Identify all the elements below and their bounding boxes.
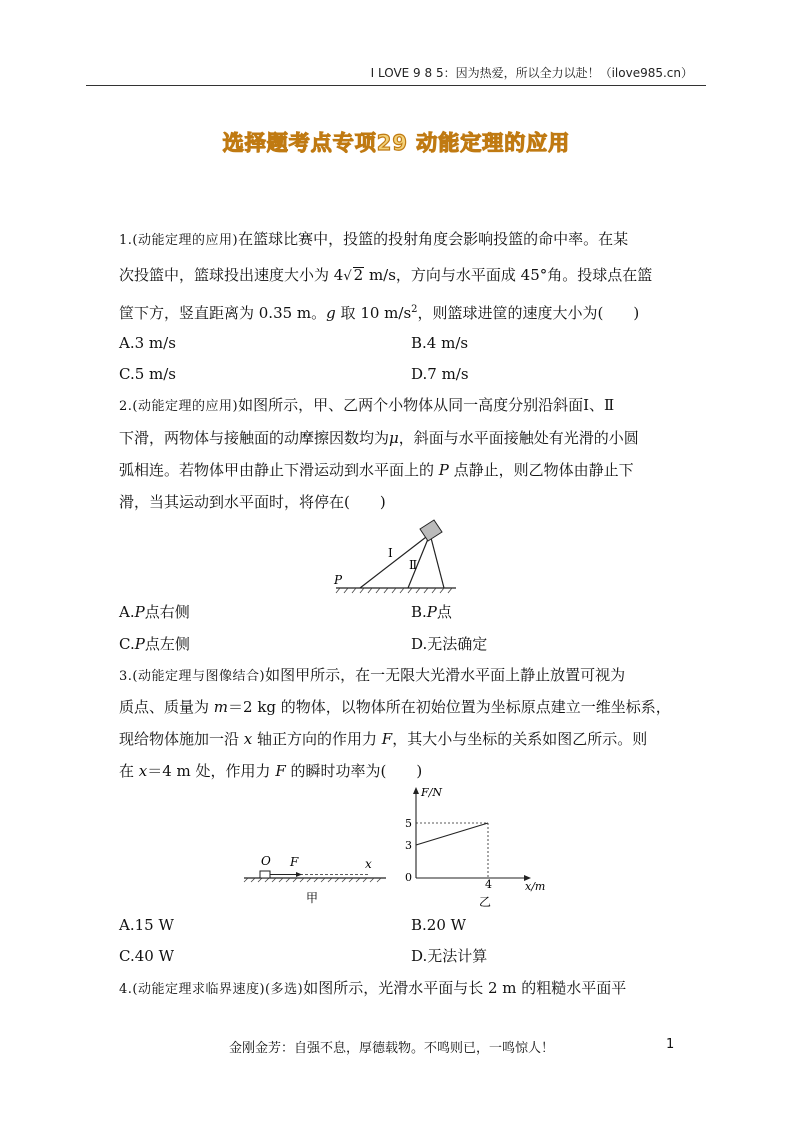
q3-line4a: 在 [119, 762, 139, 780]
q4-tag: 4.(动能定理求临界速度)(多选) [119, 982, 304, 997]
q3-jia-arrowhead [296, 872, 302, 877]
q2-option-c[interactable] [119, 634, 190, 654]
q3-jia-caption: 甲 [306, 891, 319, 905]
q3-yi-ytick-5: 5 [405, 817, 412, 830]
q3-line3a: 现给物体施加一沿 [119, 730, 244, 748]
q4-line1 [119, 978, 626, 1000]
q1-option-b[interactable]: B.4 m/s [411, 334, 469, 352]
q3-option-d[interactable]: D.无法计算 [411, 947, 488, 965]
q2-block [420, 520, 442, 541]
q3-var-x: x [243, 730, 253, 748]
q3-option-a[interactable]: A.15 W [119, 916, 174, 934]
q1-option-d[interactable]: D.7 m/s [411, 365, 469, 383]
q1-line3 [119, 300, 639, 323]
q3-yi-ytick-3: 3 [405, 839, 412, 852]
footer-motto: 金刚金芳：自强不息，厚德载物。不鸣则已，一鸣惊人！ [229, 1041, 555, 1056]
q3-var-m: m [213, 698, 229, 716]
q2-line1-text: 如图所示，甲、乙两个小物体从同一高度分别沿斜面Ⅰ、Ⅱ [238, 396, 615, 414]
q3-line4b: ＝4 m 处，作用力 [147, 762, 276, 780]
page-title: 选择题考点专项29 动能定理的应用 [222, 131, 571, 155]
q2-option-c-var: P [134, 635, 145, 653]
q2-var-p: P [438, 461, 449, 479]
q3-line4c: 的瞬时功率为( ) [285, 762, 423, 780]
q2-back-edge [430, 534, 444, 588]
q2-var-mu: μ [389, 429, 399, 447]
q2-line2a: 下滑，两物体与接触面的动摩擦因数均为 [119, 429, 390, 447]
q2-incline-figure [330, 512, 460, 594]
q3-figure-jia [240, 850, 390, 906]
q3-var-F: F [381, 730, 393, 748]
q2-line3b: 点静止，则乙物体由静止下 [448, 461, 634, 479]
q2-option-b-text: 点 [436, 603, 452, 621]
q3-line3c: ，其大小与坐标的关系如图乙所示。则 [392, 730, 648, 748]
q2-option-b[interactable] [411, 602, 452, 622]
q2-line4: 滑，当其运动到水平面时，将停在( ) [119, 493, 386, 511]
q1-sup: 2 [411, 304, 418, 315]
q2-label-I: Ⅰ [388, 546, 393, 560]
q3-line2b: ＝2 kg 的物体，以物体所在初始位置为坐标原点建立一维坐标系， [228, 698, 671, 716]
q3-line1 [119, 665, 625, 687]
page-number: 1 [666, 1037, 675, 1052]
q2-line2b: ，斜面与水平面接触处有光滑的小圆 [398, 429, 639, 447]
q3-option-b[interactable]: B.20 W [411, 916, 467, 934]
q3-yi-y-arrow [413, 787, 419, 794]
q3-tag: 3.(动能定理与图像结合) [119, 669, 266, 684]
q1-line3c: ，则篮球进筐的速度大小为( ) [417, 304, 640, 322]
q2-option-a-prefix: A. [119, 603, 135, 621]
q3-var-x2: x [138, 762, 148, 780]
q2-line3 [119, 460, 634, 480]
q2-option-b-prefix: B. [411, 603, 427, 621]
header-rule [86, 85, 706, 86]
q2-line1 [119, 395, 614, 417]
q3-yi-ylabel: F/N [421, 786, 442, 799]
q1-line1 [119, 229, 628, 251]
q2-option-a-text: 点右侧 [144, 603, 190, 621]
q3-jia-label-x: x [365, 857, 372, 871]
page-header: I LOVE 9 8 5：因为热爱，所以全力以赴！（ilove985.cn） [370, 66, 693, 80]
q3-yi-force-line [416, 823, 488, 845]
q2-line2 [119, 428, 639, 448]
q3-jia-label-O: O [261, 854, 271, 868]
q1-line2b: m/s，方向与水平面成 45°角。投球点在篮 [364, 266, 653, 284]
q1-var-g: g [326, 304, 336, 322]
q2-ground-hatch [336, 588, 452, 593]
q2-label-II: Ⅱ [409, 558, 418, 572]
q3-line2a: 质点、质量为 [119, 698, 214, 716]
q3-var-F2: F [275, 762, 286, 780]
q3-line3 [119, 729, 647, 749]
q2-label-P: P [334, 573, 343, 587]
q2-option-a-var: P [134, 603, 145, 621]
q3-line4 [119, 761, 422, 781]
q1-sqrt-radicand: 2 [353, 266, 364, 284]
q2-option-c-prefix: C. [119, 635, 135, 653]
q3-yi-xlabel: x/m [525, 880, 546, 893]
q1-line1-text: 在篮球比赛中，投篮的投射角度会影响投篮的命中率。在某 [238, 230, 629, 248]
q4-line1-text: 如图所示，光滑水平面与长 2 m 的粗糙水平面平 [303, 979, 627, 997]
q3-yi-origin: 0 [405, 871, 412, 884]
q3-line2 [119, 697, 671, 717]
q2-option-a[interactable] [119, 602, 190, 622]
q2-option-d[interactable]: D.无法确定 [411, 635, 488, 653]
q1-option-a[interactable]: A.3 m/s [119, 334, 176, 352]
q1-line3a: 筐下方，竖直距离为 0.35 m。 [119, 304, 327, 322]
q1-option-c[interactable]: C.5 m/s [119, 365, 176, 383]
q2-option-c-text: 点左侧 [144, 635, 190, 653]
q2-tag: 2.(动能定理的应用) [119, 399, 239, 414]
q2-option-b-var: P [426, 603, 437, 621]
q3-figure-yi [396, 782, 556, 910]
q3-option-c[interactable]: C.40 W [119, 947, 174, 965]
q1-tag: 1.(动能定理的应用) [119, 233, 239, 248]
q1-line2a: 次投篮中，篮球投出速度大小为 4 [119, 266, 344, 284]
q1-line2: 次投篮中，篮球投出速度大小为 4√ 2 m/s，方向与水平面成 45°角。投球点在篮 [119, 266, 653, 284]
q3-yi-xtick-4: 4 [485, 878, 492, 891]
q3-jia-label-F: F [290, 855, 299, 869]
q3-jia-block [260, 871, 270, 878]
q1-line3b: 取 10 m/s [335, 304, 412, 322]
q3-line1-text: 如图甲所示，在一无限大光滑水平面上静止放置可视为 [265, 666, 626, 684]
q3-yi-caption: 乙 [479, 895, 492, 909]
q3-line3b: 轴正方向的作用力 [252, 730, 382, 748]
q2-line3a: 弧相连。若物体甲由静止下滑运动到水平面上的 [119, 461, 439, 479]
